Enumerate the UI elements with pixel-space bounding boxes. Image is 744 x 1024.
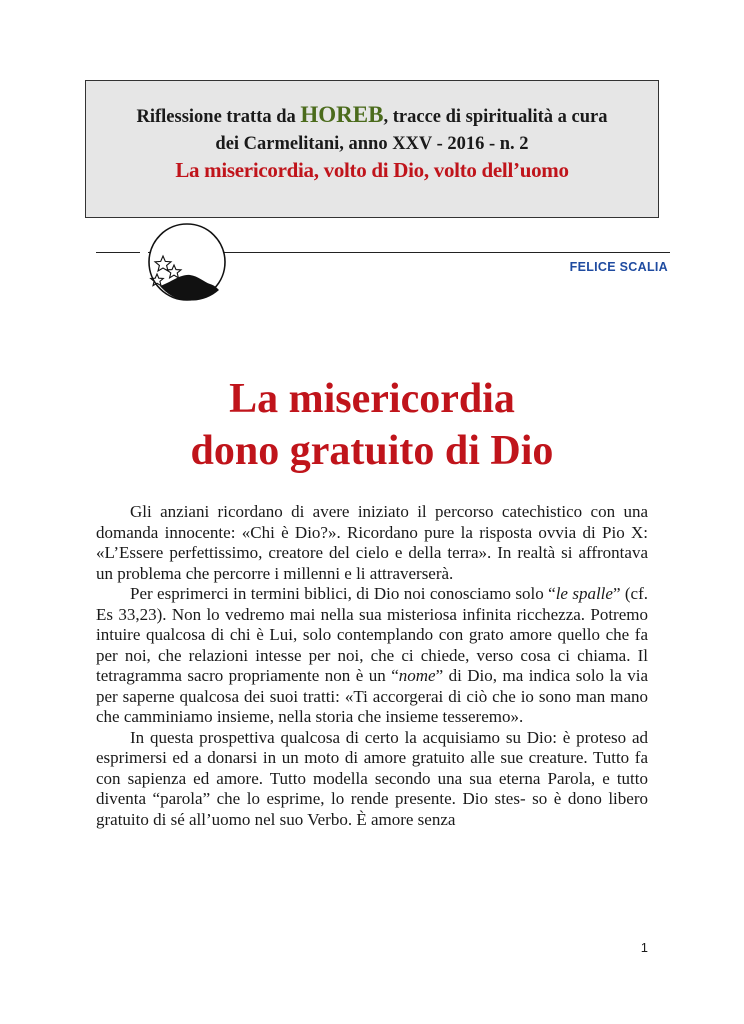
title-line-1: La misericordia [229,376,515,422]
paragraph-2-text-c: ” di Dio, ma indica solo la via per saperne qualcosa dei suoi tratti: «Ti accorgerai di ciò che io sono man mano che camminiamo insieme, nella storia che insieme tesseremo». [96,666,649,726]
header-issue-line: dei Carmelitani, anno XXV - 2016 - n. 2 [215,134,529,154]
author-name: FELICE SCALIA [569,260,668,274]
paragraph-2-text-a: Per esprimerci in termini biblici, di Dio noi conosciamo solo “ [130,584,556,603]
paragraph-3: In questa prospettiva qualcosa di certo la acquisiamo su Dio: è proteso ad esprimersi ed a donarsi in un moto di amore gratuito alle sue creature. Tutto fa con sapienza ed amore. Tutto modella secondo una sua eterna Parola, e tutto diventa “parola” che lo esprime, lo rende presente. Dio stes- so è dono libero gratuito di sé all’uomo nel suo Verbo. È amore senza [96,727,648,829]
header-theme-line: La misericordia, volto di Dio, volto dell’uomo [175,158,569,182]
paragraph-2 [96,584,648,728]
header-suffix: , tracce di spiritualità a cura [383,107,608,127]
paragraph-2-italic-2: nome [398,666,436,685]
paragraph-2-text-b: ” (cf. Es 33,23). Non lo vedremo mai nella sua misteriosa infinita ricchezza. Potremo intuire qualcosa di chi è Lui, solo contemplando con grato amore quello che fa per noi, che relazioni intesse per noi, che ci chiede, verso cosa ci chiama. Il tetragramma sacro propriamente non è un “ [96,584,648,685]
paragraph-2-italic-1: le spalle [555,584,613,603]
article-body [96,502,648,830]
header-source-line [86,103,658,129]
carmelite-emblem-icon [140,220,232,304]
header-box [85,80,659,218]
title-line-2: dono gratuito di Dio [190,428,554,474]
horeb-name: HOREB [300,102,384,127]
page-number: 1 [640,940,648,955]
paragraph-1: Gli anziani ricordano di avere iniziato il percorso catechistico con una domanda innocente: «Chi è Dio?». Ricordano pure la risposta ovvia di Pio X: «L’Essere perfettissimo, creatore del cielo e della terra». In realtà si affrontava un problema che percorre i millenni e li attraverserà. [96,502,648,583]
article-title [0,373,744,477]
header-prefix: Riflessione tratta da [136,107,301,127]
